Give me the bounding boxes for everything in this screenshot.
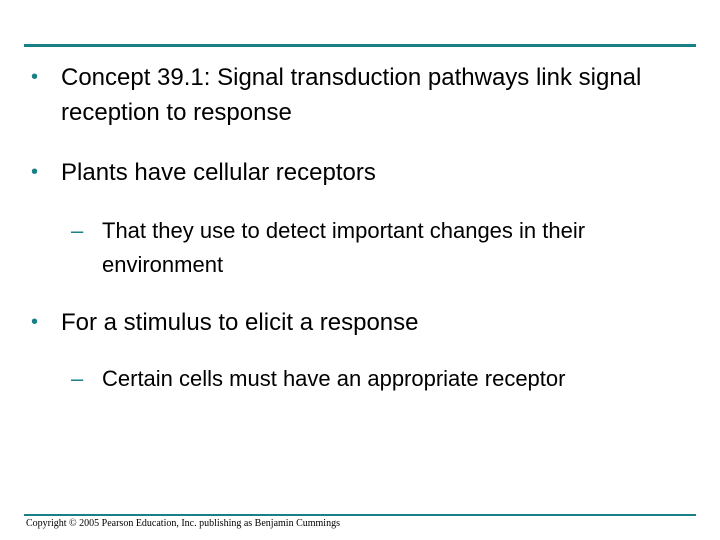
dash-icon: – (71, 218, 84, 243)
bullet-point-icon: • (31, 66, 39, 88)
dash-icon: – (71, 366, 84, 391)
sub-bullet-item-3 (71, 362, 682, 396)
sub-bullet-text-2: That they use to detect important changes in their environment (102, 218, 586, 277)
bullet-item-3 (30, 305, 681, 340)
bullet-text-1: Concept 39.1: Signal transduction pathways link signal reception to response (61, 64, 642, 126)
top-divider-line (24, 44, 696, 47)
sub-bullet-text-3: Certain cells must have an appropriate receptor (102, 366, 566, 391)
bottom-divider-line (24, 514, 696, 516)
bullet-text-3: For a stimulus to elicit a response (61, 309, 419, 336)
bullet-point-icon: • (31, 311, 39, 333)
sub-bullet-item-2 (71, 214, 682, 282)
bullet-item-1 (30, 60, 681, 130)
bullet-point-icon: • (31, 161, 39, 183)
copyright-notice: Copyright © 2005 Pearson Education, Inc. publishing as Benjamin Cummings (26, 518, 340, 529)
bullet-item-2 (30, 155, 681, 190)
bullet-text-2: Plants have cellular receptors (61, 159, 376, 186)
